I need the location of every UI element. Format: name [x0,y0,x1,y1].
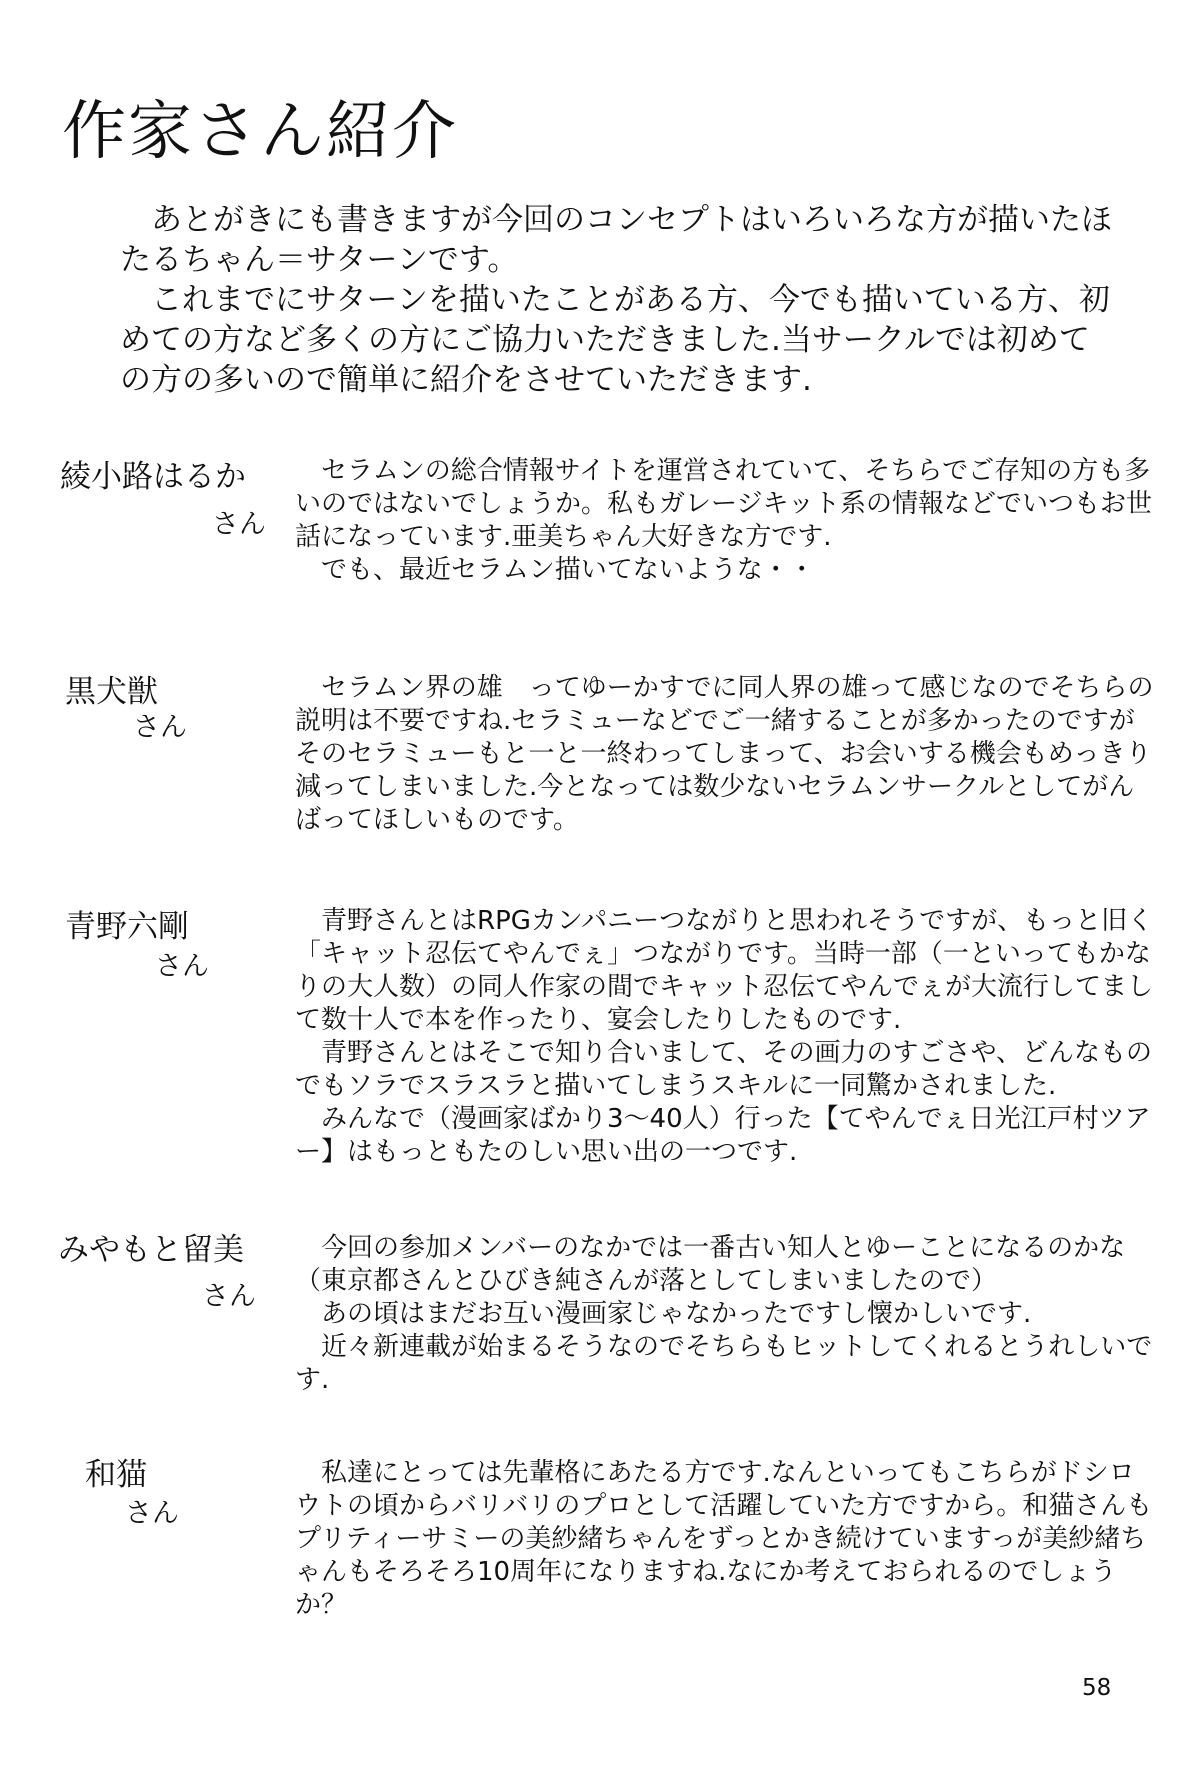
author-paragraph: でも、最近セラムン描いてないような・・ [321,555,815,585]
author-description [295,672,1155,837]
author-honorific: さん [125,1498,179,1529]
intro-text [120,200,1120,400]
author-paragraph: セラムン界の雄 ってゆーかすでに同人界の雄って感じなのでそちらの説明は不要ですね.セラミューなどでご一緒することが多かったのですがそのセラミューもと一と一終わってしまって、お会いする機会もめっきり減ってしまいました.今となっては数少ないセラムンサークルとしてがんばってほしいものです。 [295,673,1154,835]
author-paragraph: 今回の参加メンバーのなかでは一番古い知人とゆーことになるのかな（東京都さんとひびき純さんが落としてしまいましたので） [295,1233,1126,1296]
author-description [295,455,1155,587]
author-name: 黒犬獣 [65,674,158,710]
page-number: 58 [1082,1675,1112,1701]
author-honorific: さん [155,951,209,982]
author-description [295,1232,1155,1397]
page-title: 作家さん紹介 [62,95,458,169]
author-description [295,905,1155,1169]
intro-paragraph: これまでにサターンを描いたことがある方、今でも描いている方、初めての方など多くの方にご協力いただきました.当サークルでは初めての方の多いので簡単に紹介をさせていただきます. [120,282,1110,398]
author-name: 綾小路はるか [60,459,246,495]
intro-paragraph: あとがきにも書きますが今回のコンセプトはいろいろな方が描いたほたるちゃん＝サターンです。 [120,202,1112,278]
author-description [295,1457,1155,1622]
author-honorific: さん [202,1281,256,1312]
author-name: 青野六剛 [65,909,189,945]
author-paragraph: あの頃はまだお互い漫画家じゃなかったですし懐かしいです. [321,1299,1032,1329]
author-paragraph: セラムンの総合情報サイトを運営されていて、そちらでご存知の方も多いのではないでしょうか。私もガレージキット系の情報などでいつもお世話になっています.亜美ちゃん大好きな方です. [295,456,1152,552]
author-paragraph: 青野さんとはそこで知り合いまして、その画力のすごさや、どんなものでもソラでスラスラと描いてしまうスキルに一同驚かされました. [295,1038,1152,1101]
author-paragraph: みんなで（漫画家ばかり3～40人）行った【てやんでぇ日光江戸村ツアー】はもっともたのしい思い出の一つです. [295,1104,1151,1167]
author-honorific: さん [133,712,187,743]
author-name: 和猫 [85,1457,147,1493]
author-paragraph: 青野さんとはRPGカンパニーつながりと思われそうですが、もっと旧く「キャット忍伝てやんでぇ」つながりです。当時一部（一といってもかなりの大人数）の同人作家の間でキャット忍伝てやんでぇが大流行してまして数十人で本を作ったり、宴会したりしたものです. [295,906,1154,1035]
author-honorific: さん [212,509,266,540]
author-paragraph: 私達にとっては先輩格にあたる方です.なんといってもこちらがドシロウトの頃からバリバリのプロとして活躍していた方ですから。和猫さんもプリティーサミーの美紗緒ちゃんをずっとかき続けていますっが美紗緒ちゃんもそろそろ10周年になりますね.なにか考えておられるのでしょうか？ [295,1458,1153,1620]
author-name: みやもと留美 [58,1232,244,1268]
author-paragraph: 近々新連載が始まるそうなのでそちらもヒットしてくれるとうれしいです. [295,1332,1153,1395]
